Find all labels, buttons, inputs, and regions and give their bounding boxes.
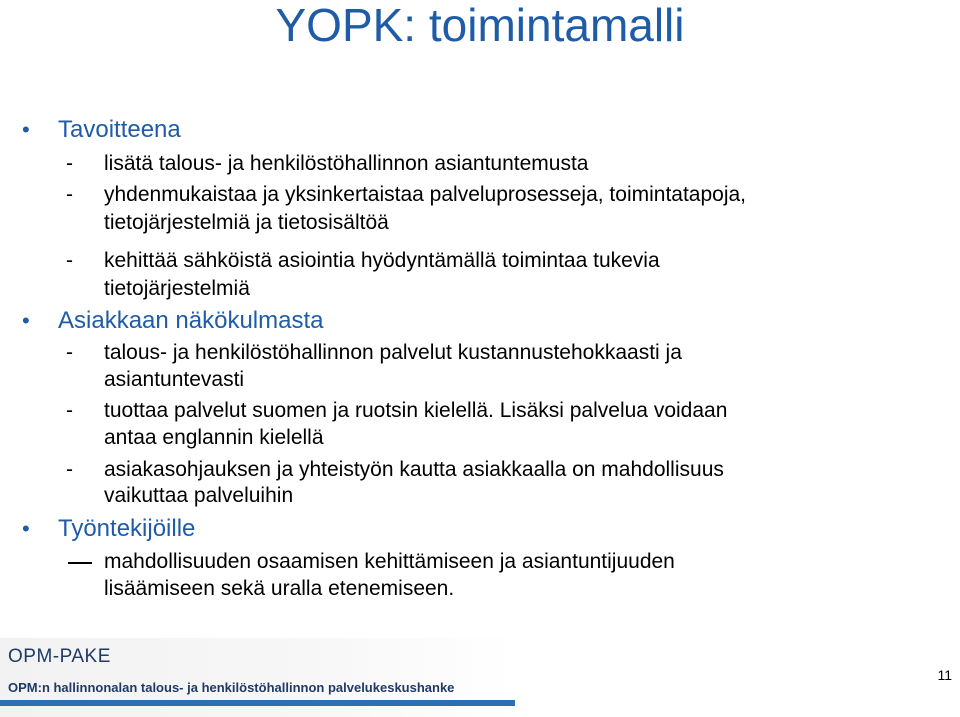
list-item-text: lisätä talous- ja henkilöstöhallinnon asiantuntemusta xyxy=(104,152,589,175)
list-item xyxy=(66,151,589,177)
section-heading-label: Asiakkaan näkökulmasta xyxy=(58,307,324,334)
list-item-text: lisäämiseen sekä uralla etenemiseen. xyxy=(104,577,455,600)
list-item-continuation xyxy=(104,576,454,602)
footer-logo: OPM-PAKE xyxy=(8,646,111,667)
dash-icon: - xyxy=(66,152,73,175)
list-item-text: tietojärjestelmiä ja tietosisältöä xyxy=(104,211,389,234)
list-item-text: talous- ja henkilöstöhallinnon palvelut kustannustehokkaasti ja xyxy=(104,341,682,364)
section-heading-customer xyxy=(22,306,324,336)
section-heading-label: Tavoitteena xyxy=(58,116,181,143)
bullet-icon: • xyxy=(22,516,30,541)
section-heading-goals xyxy=(22,115,181,145)
footer-organization: OPM:n hallinnonalan talous- ja henkilöstöhallinnon palvelukeskushanke xyxy=(8,680,455,695)
list-item-text: mahdollisuuden osaamisen kehittämiseen ja asiantuntijuuden xyxy=(104,550,675,573)
list-item-continuation xyxy=(104,483,293,509)
dash-icon: - xyxy=(66,183,73,206)
page-number: 11 xyxy=(937,667,952,683)
dash-icon: - xyxy=(66,341,73,364)
bullet-icon: • xyxy=(22,117,30,142)
list-item xyxy=(66,248,660,274)
dash-icon xyxy=(68,562,92,564)
section-heading-label: Työntekijöille xyxy=(58,515,196,542)
list-item xyxy=(66,182,747,208)
list-item xyxy=(66,457,724,483)
bullet-icon: • xyxy=(22,308,30,333)
dash-icon: - xyxy=(66,458,73,481)
list-item-continuation xyxy=(104,367,244,393)
list-item xyxy=(66,340,682,366)
list-item-text: yhdenmukaistaa ja yksinkertaistaa palveluprosesseja, toimintatapoja, xyxy=(104,183,747,206)
list-item-continuation xyxy=(104,276,250,302)
slide-footer xyxy=(0,638,960,717)
list-item xyxy=(104,549,675,575)
list-item-text: kehittää sähköistä asiointia hyödyntämällä toimintaa tukevia xyxy=(104,249,660,272)
list-item-text: asiantuntevasti xyxy=(104,368,245,391)
dash-icon: - xyxy=(66,249,73,272)
list-item-text: antaa englannin kielellä xyxy=(104,426,324,449)
footer-divider xyxy=(0,700,515,706)
dash-icon: - xyxy=(66,399,73,422)
slide-title: YOPK: toimintamalli xyxy=(275,0,685,51)
section-heading-employees xyxy=(22,514,196,544)
list-item-text: vaikuttaa palveluihin xyxy=(104,484,294,507)
list-item-continuation xyxy=(104,425,324,451)
list-item-continuation xyxy=(104,210,389,236)
list-item-text: asiakasohjauksen ja yhteistyön kautta asiakkaalla on mahdollisuus xyxy=(104,458,724,481)
list-item xyxy=(66,398,728,424)
list-item-text: tietojärjestelmiä xyxy=(104,277,250,300)
list-item-text: tuottaa palvelut suomen ja ruotsin kielellä. Lisäksi palvelua voidaan xyxy=(104,399,728,422)
